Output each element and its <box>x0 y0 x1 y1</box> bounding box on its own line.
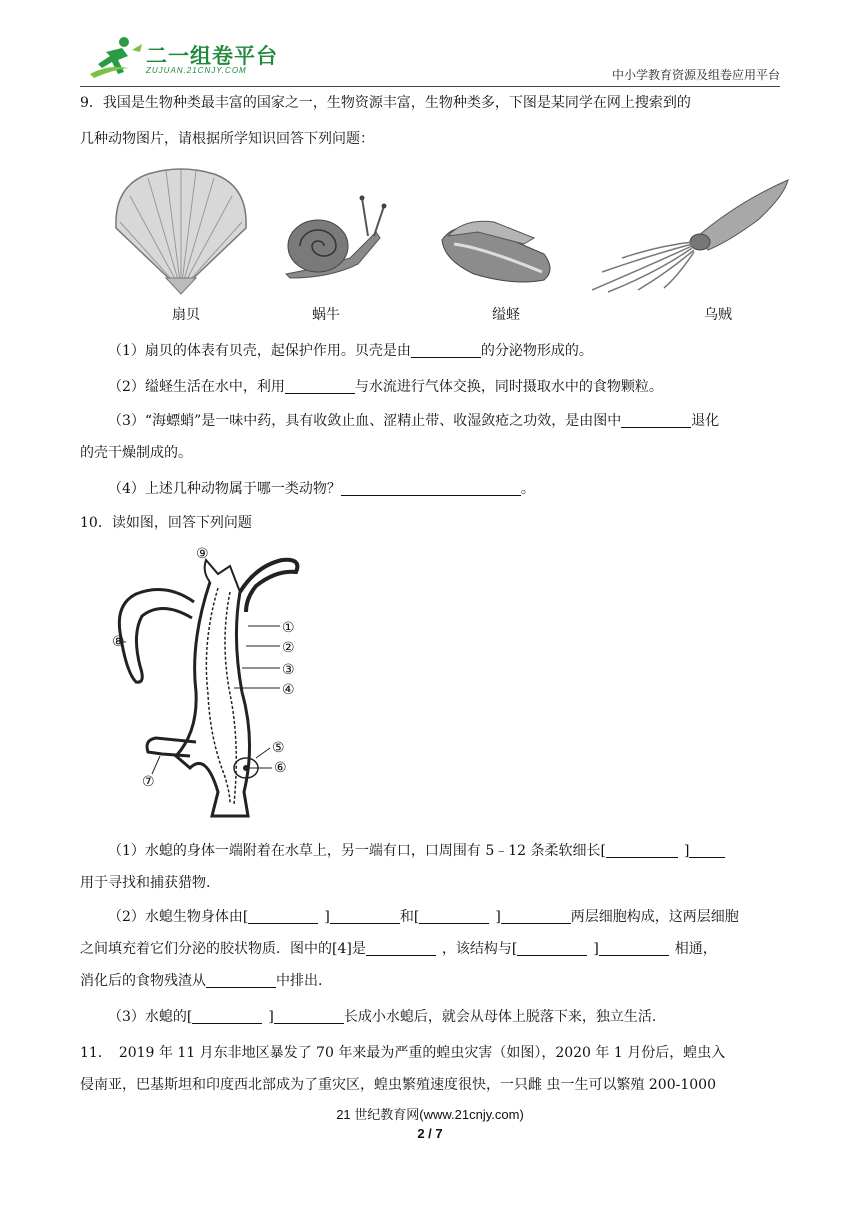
footer-site: 21 世纪教育网(www.21cnjy.com) <box>336 1107 524 1122</box>
answer-blank[interactable] <box>285 379 355 394</box>
q9-sub1: （1）扇贝的体表有贝壳，起保护作用。贝壳是由 的分泌物形成的。 <box>108 343 593 359</box>
header-divider <box>80 86 780 87</box>
answer-blank[interactable] <box>366 941 436 956</box>
q9-sub3-line2: 的壳干燥制成的。 <box>80 445 192 461</box>
answer-blank[interactable] <box>599 941 669 956</box>
answer-blank[interactable] <box>330 909 400 924</box>
q10-sub2-line2: 之间填充着它们分泌的胶状物质．图中的[4]是 ，该结构与[ ] 相通， <box>80 941 717 957</box>
q10-sub3: （3）水螅的[ ] 长成小水螅后，就会从母体上脱落下来，独立生活. <box>108 1009 657 1025</box>
q10-sub1-line1: （1）水螅的身体一端附着在水草上，另一端有口，口周围有 5﹣12 条柔软细长[ ] <box>108 842 810 860</box>
header-platform-name: 中小学教育资源及组卷应用平台 <box>611 68 780 82</box>
razor-clam-image <box>434 214 558 288</box>
caption-scallop: 扇贝 <box>172 307 200 323</box>
answer-blank[interactable] <box>689 843 725 858</box>
answer-blank[interactable] <box>274 1009 344 1024</box>
q10-sub2-line3: 消化后的食物残渣从 中排出. <box>80 973 323 989</box>
answer-blank[interactable] <box>411 343 481 358</box>
answer-blank[interactable] <box>517 941 587 956</box>
diagram-label-3: ③ <box>282 662 295 678</box>
diagram-label-1: ① <box>282 620 295 636</box>
q9-sub4: （4）上述几种动物属于哪一类动物？ 。 <box>108 481 535 497</box>
q11-stem-line1: 11． 2019 年 11 月东非地区暴发了 70 年来最为严重的蝗虫灾害（如图），2020 年 1 月份后，蝗虫入 <box>80 1045 726 1061</box>
diagram-label-9: ⑨ <box>196 546 209 562</box>
logo-subtitle: ZUJUAN.21CNJY.COM <box>146 66 247 75</box>
caption-snail: 蜗牛 <box>312 307 340 323</box>
logo <box>88 34 288 80</box>
diagram-label-8: ⑧ <box>112 634 125 650</box>
scallop-image <box>108 166 254 296</box>
hydra-diagram <box>106 542 316 826</box>
diagram-label-2: ② <box>282 640 295 656</box>
q9-sub3-line1: （3）“海螵蛸”是一味中药，具有收敛止血、涩精止带、收湿敛疮之功效，是由图中 退化 <box>108 413 720 429</box>
diagram-label-7: ⑦ <box>142 774 155 790</box>
logo-title: 二一组卷平台 <box>146 44 278 68</box>
page-number: 2 / 7 <box>417 1126 443 1141</box>
squid-image <box>588 176 792 294</box>
answer-blank[interactable] <box>248 909 318 924</box>
runner-logo-icon <box>88 34 144 80</box>
q10-sub2-line1: （2）水螅生物身体由[ ] 和[ ] 两层细胞构成，这两层细胞 <box>108 909 739 925</box>
diagram-label-4: ④ <box>282 682 295 698</box>
snail-image <box>280 188 390 280</box>
answer-blank[interactable] <box>192 1009 262 1024</box>
q11-stem-line2: 侵南亚，巴基斯坦和印度西北部成为了重灾区，蝗虫繁殖速度很快，一只雌 虫一生可以繁殖 200-1000 <box>80 1077 716 1093</box>
answer-blank[interactable] <box>419 909 489 924</box>
caption-squid: 乌贼 <box>704 307 732 323</box>
answer-blank[interactable] <box>606 843 678 858</box>
q9-stem-line1: 9．我国是生物种类最丰富的国家之一，生物资源丰富，生物种类多，下图是某同学在网上搜索到的 <box>80 95 691 111</box>
q9-stem-line2: 几种动物图片，请根据所学知识回答下列问题： <box>80 131 374 147</box>
answer-blank[interactable] <box>341 481 521 496</box>
diagram-label-6: ⑥ <box>274 760 287 776</box>
q10-sub1-line2: 用于寻找和捕获猎物. <box>80 875 211 891</box>
q10-title: 10．读如图，回答下列问题 <box>80 515 252 531</box>
q9-sub2: （2）缢蛏生活在水中，利用 与水流进行气体交换，同时摄取水中的食物颗粒。 <box>108 379 663 395</box>
diagram-label-5: ⑤ <box>272 740 285 756</box>
answer-blank[interactable] <box>501 909 571 924</box>
answer-blank[interactable] <box>206 973 276 988</box>
caption-razor-clam: 缢蛏 <box>492 307 520 323</box>
answer-blank[interactable] <box>621 413 691 428</box>
